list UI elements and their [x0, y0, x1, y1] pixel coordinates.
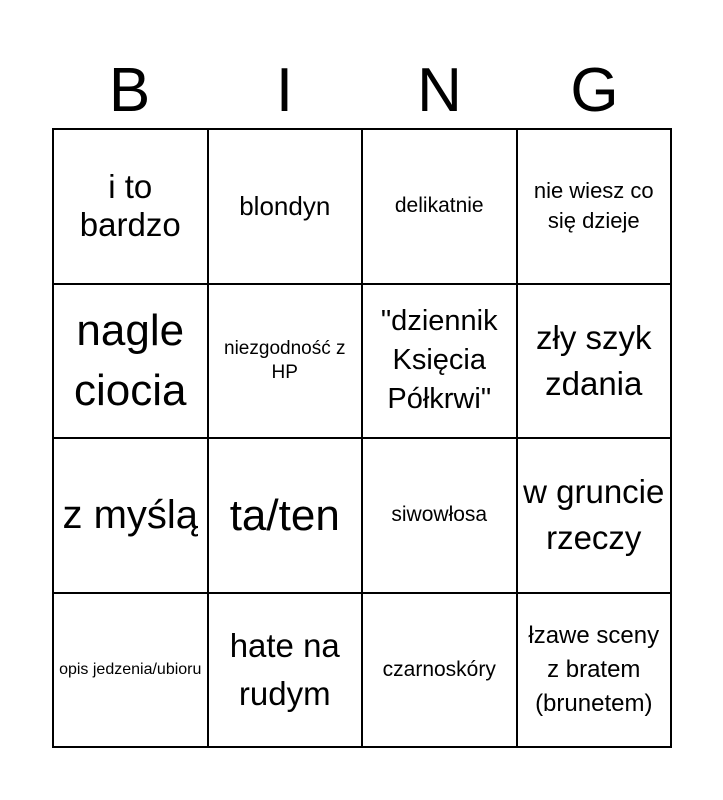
header-letter-b: B	[108, 56, 151, 125]
cell-text: niezgodność z HP	[224, 338, 346, 383]
cell-text: delikatnie	[394, 194, 484, 218]
bingo-cell[interactable]	[363, 594, 518, 749]
bingo-cell[interactable]	[54, 439, 209, 594]
cell-text: i to bardzo	[79, 167, 181, 244]
bingo-cell[interactable]	[54, 130, 209, 285]
bingo-cell[interactable]	[209, 285, 364, 440]
bingo-cell[interactable]	[518, 285, 673, 440]
cell-text: ta/ten	[229, 490, 340, 540]
bingo-header	[52, 55, 672, 127]
bingo-cell[interactable]	[363, 439, 518, 594]
header-letter-i: I	[275, 56, 294, 125]
bingo-card	[52, 128, 672, 748]
cell-text: w gruncie rzeczy	[523, 473, 665, 557]
bingo-cell[interactable]	[363, 285, 518, 440]
cell-text: nie wiesz co się dzieje	[533, 177, 654, 234]
cell-text: blondyn	[239, 191, 331, 222]
header-letter-n: N	[417, 56, 462, 125]
cell-text: łzawe sceny z bratem (brunetem)	[528, 622, 660, 717]
cell-text: "dziennik Księcia Półkrwi"	[380, 305, 498, 416]
header-letter-g: G	[570, 56, 619, 125]
cell-text: zły szyk zdania	[536, 318, 652, 402]
bingo-cell[interactable]	[209, 594, 364, 749]
bingo-cell[interactable]	[518, 439, 673, 594]
cell-text: z myślą	[62, 492, 199, 537]
cell-text: opis jedzenia/ubioru	[59, 660, 202, 678]
bingo-cell[interactable]	[209, 130, 364, 285]
bingo-cell[interactable]	[518, 130, 673, 285]
bingo-cell[interactable]	[54, 285, 209, 440]
cell-text: czarnoskóry	[382, 657, 496, 681]
cell-text: hate na rudym	[229, 626, 340, 712]
bingo-cell[interactable]	[363, 130, 518, 285]
bingo-cell[interactable]	[518, 594, 673, 749]
cell-text: siwowłosa	[391, 503, 488, 527]
bingo-cell[interactable]	[209, 439, 364, 594]
cell-text: nagle ciocia	[74, 305, 187, 415]
bingo-cell[interactable]	[54, 594, 209, 749]
